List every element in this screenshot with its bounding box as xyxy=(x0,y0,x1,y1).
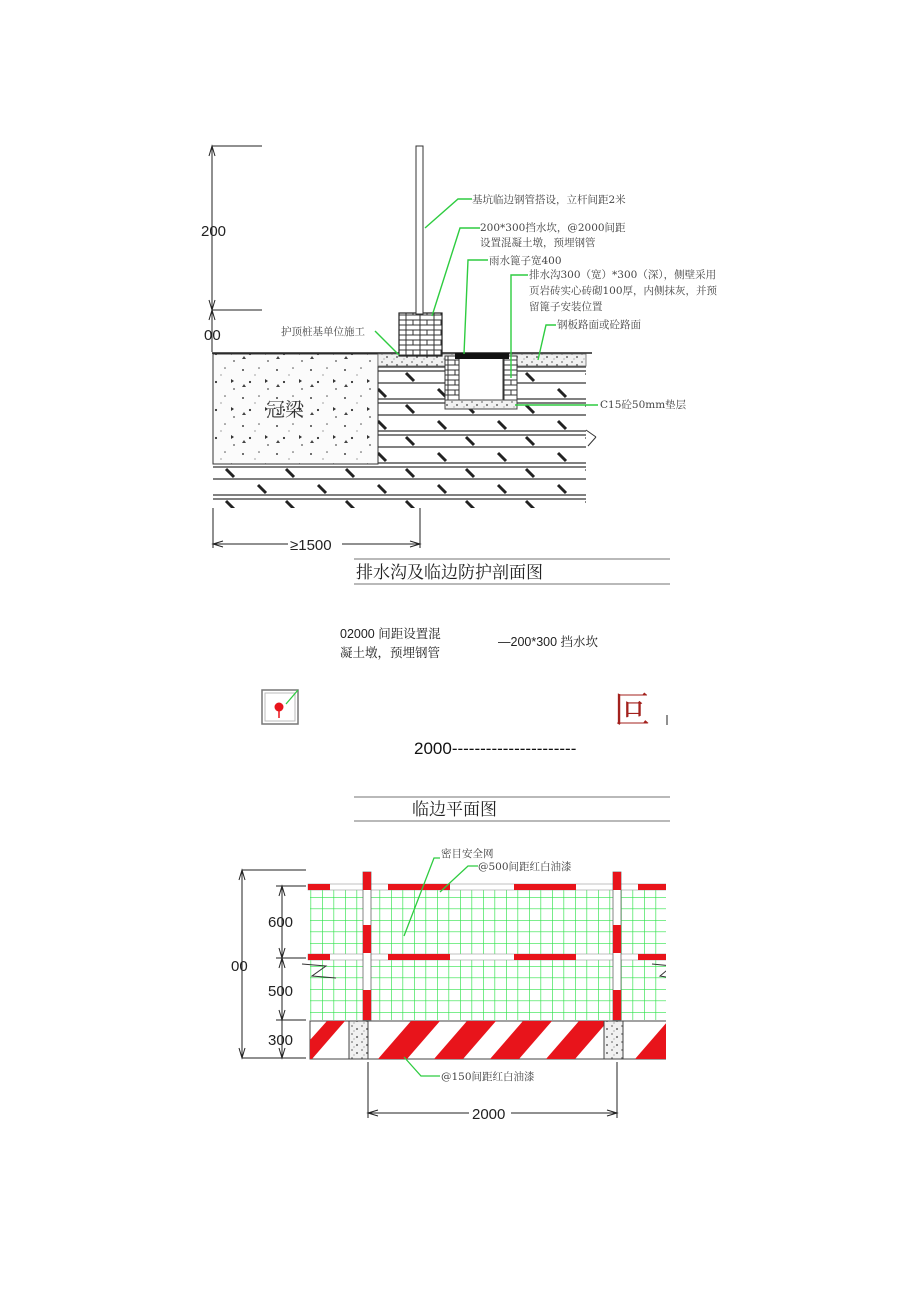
plan-note-right: —200*300 挡水坎 xyxy=(498,635,599,649)
callout-paint-bottom: @150间距红白油漆 xyxy=(441,1071,535,1083)
dim-mid-partial: 00 xyxy=(204,327,221,344)
post-left xyxy=(363,872,371,1020)
callout-safety-net: 密目安全网 xyxy=(441,848,494,860)
crown-beam-label: 冠梁 xyxy=(266,399,305,421)
dim-bottom-elevation: 2000 xyxy=(472,1106,506,1123)
callout-ditch-line1: 排水沟300（宽）*300（深），侧壁采用 xyxy=(529,269,717,281)
dim-bottom-section: ≥1500 xyxy=(290,537,332,554)
callout-pavement: 钢板路面或砼路面 xyxy=(557,319,641,331)
plan-drawing xyxy=(262,626,670,821)
soil-hatch-lower xyxy=(213,464,586,508)
dim-500: 500 xyxy=(268,983,294,1000)
steel-post xyxy=(416,146,423,314)
dim-total-partial: 00 xyxy=(231,958,248,975)
post-right xyxy=(613,872,621,1020)
grate xyxy=(455,353,509,359)
callout-grate: 雨水篦子宽400 xyxy=(489,255,562,267)
brick-curb xyxy=(399,313,442,356)
post-marker xyxy=(275,703,284,712)
callout-curb-line2: 设置混凝土墩，预埋钢管 xyxy=(480,237,596,249)
callout-ditch-line3: 留篦子安装位置 xyxy=(529,301,603,313)
dim-600: 600 xyxy=(268,914,294,931)
plan-dim-text: 2000---------------------- xyxy=(414,739,577,758)
callout-steel-pipe: 基坑临边钢管搭设，立杆间距2米 xyxy=(472,194,626,206)
plan-glyph: 叵 xyxy=(614,690,651,731)
plan-caption: 临边平面图 xyxy=(412,800,497,820)
callout-paint-top: @500间距红白油漆 xyxy=(478,861,572,873)
section-drawing xyxy=(201,146,718,584)
callout-curb-line1: 200*300挡水坎，@2000间距 xyxy=(480,222,626,234)
callout-ditch-line2: 页岩砖实心砖砌100厚，内侧抹灰，并预 xyxy=(529,285,718,297)
callout-bedding: C15砼50mm垫层 xyxy=(600,399,687,411)
dim-top-partial: 200 xyxy=(201,223,227,240)
dim-300: 300 xyxy=(268,1032,294,1049)
plan-note-left-line1: 02000 间距设置混 xyxy=(340,627,441,641)
section-caption: 排水沟及临边防护剖面图 xyxy=(356,563,543,583)
label-pile-construction: 护顶桩基单位施工 xyxy=(281,326,365,338)
elevation-drawing xyxy=(231,847,672,1123)
plan-note-left-line2: 凝土墩，预埋钢管 xyxy=(340,646,441,660)
bedding-layer xyxy=(445,400,517,409)
